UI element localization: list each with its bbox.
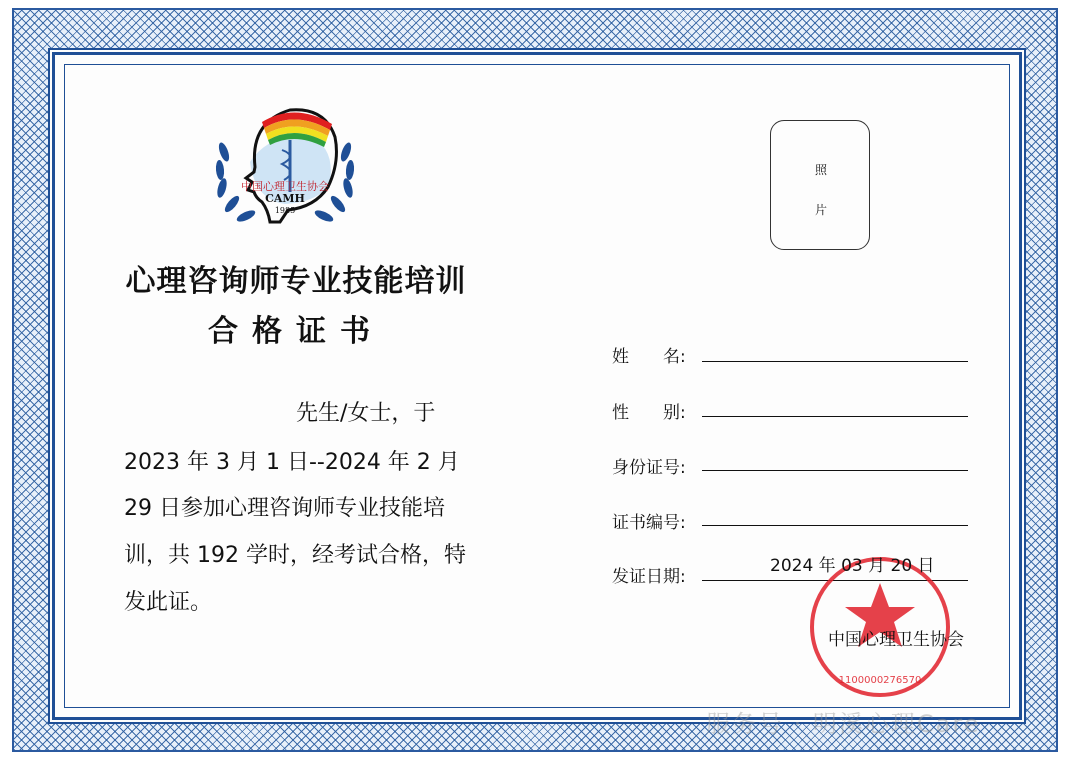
issuer-name: 中国心理卫生协会 <box>828 630 964 650</box>
id-number-label: 身份证号: <box>612 458 686 478</box>
body-line-4: 训，共 192 学时，经考试合格，特 <box>124 543 466 568</box>
gender-field-line <box>702 416 968 417</box>
emblem-org-text: 中国心理卫生协会 <box>241 180 329 193</box>
body-line-5: 发此证。 <box>124 590 213 615</box>
seal-number: 1100000276570 <box>838 675 922 686</box>
id-number-field-line <box>702 470 968 471</box>
body-line-2: 2023 年 3 月 1 日--2024 年 2 月 <box>124 450 460 475</box>
photo-char-2: 片 <box>814 203 827 217</box>
emblem-abbr-text: CAMH <box>265 192 305 205</box>
cert-number-field-line <box>702 525 968 526</box>
certificate-subtitle: 合格证书 <box>208 314 384 349</box>
watermark-text: 服务号 · 明溪心理Care <box>706 710 981 738</box>
cert-number-label: 证书编号: <box>612 513 686 533</box>
gender-label: 性 别: <box>612 403 686 423</box>
issue-date-label: 发证日期: <box>612 567 686 587</box>
name-field-line <box>702 361 968 362</box>
issue-date-value: 2024 年 03 月 20 日 <box>770 556 935 576</box>
camh-emblem-logo <box>210 92 360 232</box>
name-label: 姓 名: <box>612 347 686 367</box>
certificate-title: 心理咨询师专业技能培训 <box>125 264 467 299</box>
photo-char-1: 照 <box>814 163 827 177</box>
body-line-3: 29 日参加心理咨询师专业技能培 <box>124 496 445 521</box>
emblem-year-text: 1985 <box>274 206 296 215</box>
photo-placeholder <box>770 120 870 250</box>
body-line-1: 先生/女士，于 <box>296 401 436 426</box>
